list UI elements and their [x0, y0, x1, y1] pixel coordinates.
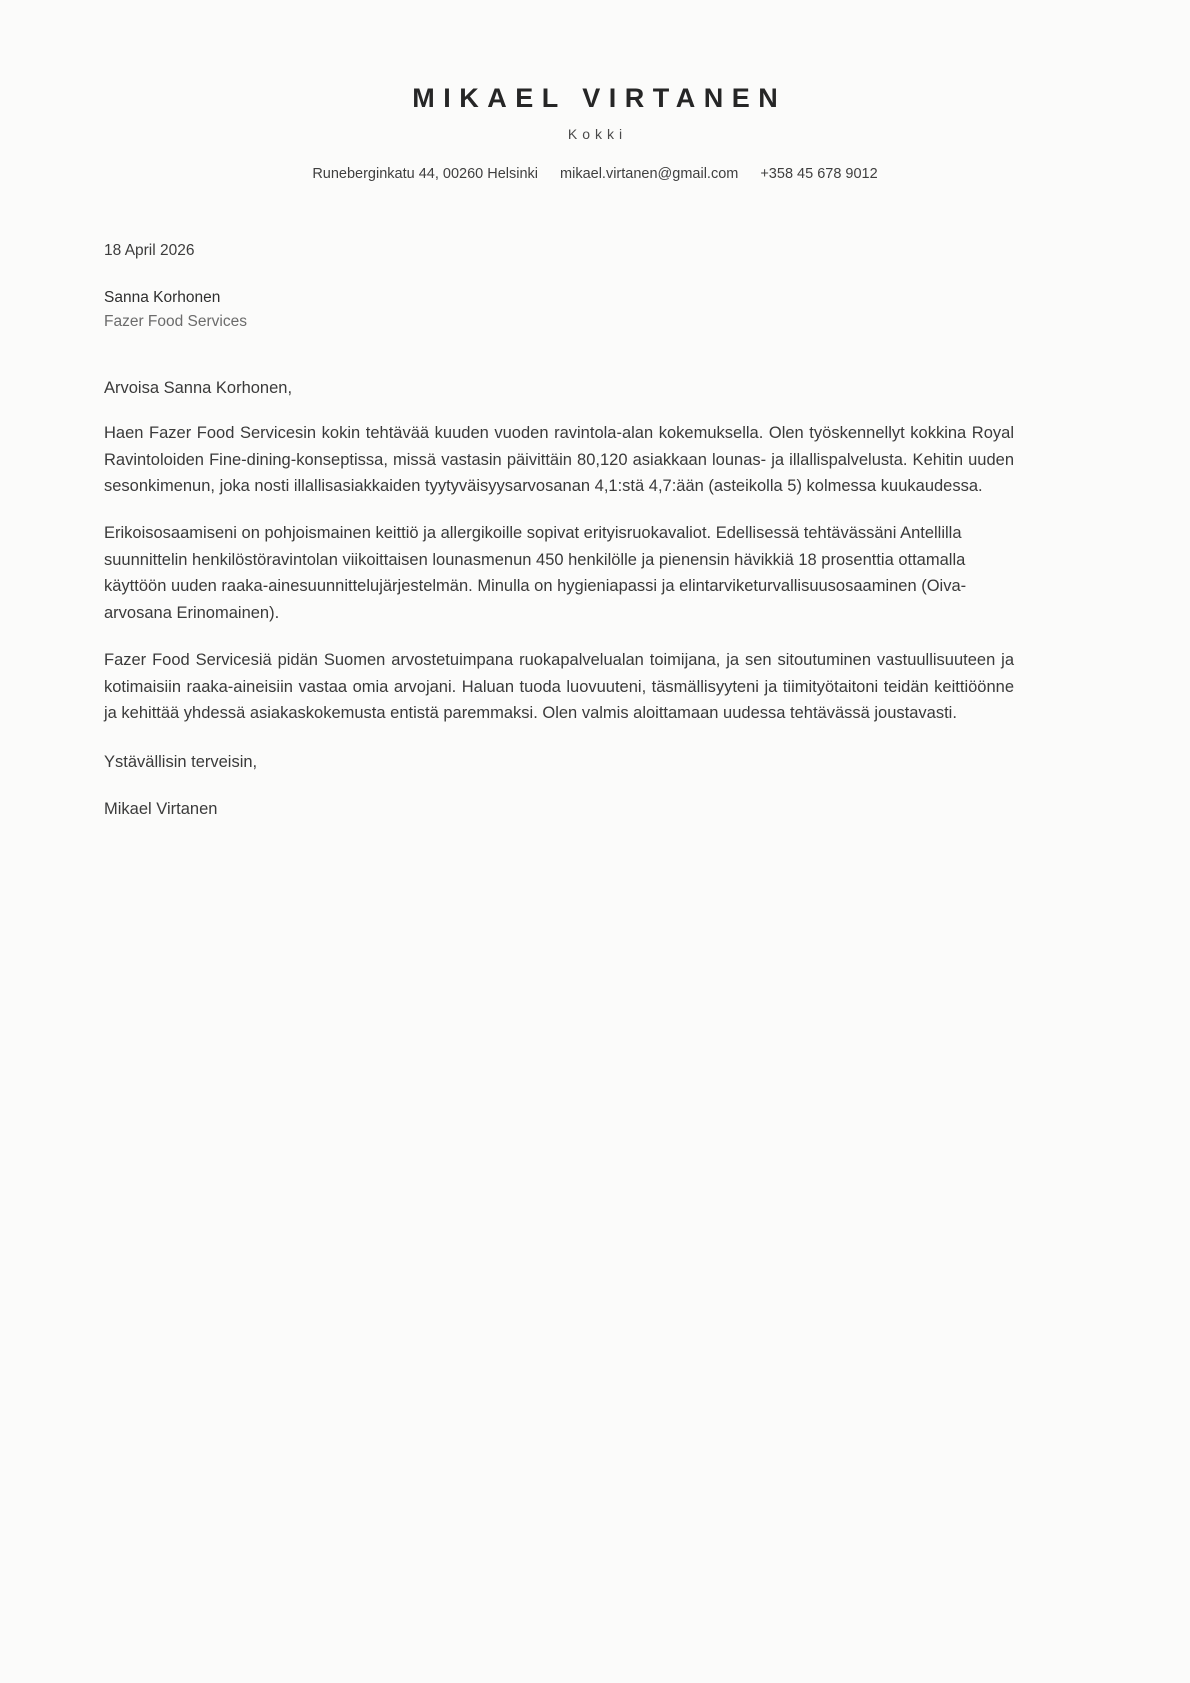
- recipient-company: Fazer Food Services: [104, 312, 247, 330]
- contact-phone[interactable]: +358 45 678 9012: [760, 166, 878, 183]
- recipient-name: Sanna Korhonen: [104, 289, 221, 307]
- recipient-block: [104, 286, 1014, 333]
- salutation: Arvoisa Sanna Korhonen,: [104, 378, 293, 397]
- contact-address: Runeberginkatu 44, 00260 Helsinki: [312, 166, 539, 183]
- body-paragraph-1: Haen Fazer Food Servicesin kokin tehtävää kuuden vuoden ravintola-alan kokemuksella. Olen työskennellyt kokkina Royal Ravintoloiden Fine-dining-konseptissa, missä vastasin päivittäin 80,120 asiakkaan lounas- ja illallispalvelusta. Kehitin uuden sesonkimenun, joka nosti illallisasiakkaiden tyytyväisyysarvosanan 4,1:stä 4,7:ään (asteikolla 5) kolmessa kuukaudessa.: [104, 423, 1014, 496]
- contact-line: [0, 166, 1190, 182]
- letter-body: [0, 182, 1190, 819]
- signature-name: Mikael Virtanen: [104, 800, 218, 819]
- contact-email[interactable]: mikael.virtanen@gmail.com: [560, 166, 739, 183]
- body-paragraph-3: Fazer Food Servicesiä pidän Suomen arvostetuimpana ruokapalvelualan toimijana, ja sen sitoutuminen vastuullisuuteen ja kotimaisiin raaka-aineisiin vastaa omia arvojani. Haluan tuoda luovuuteni, täsmällisyyteni ja tiimityötaitoni teidän keittiöönne ja kehittää yhdessä asiakaskokemusta entistä paremmaksi. Olen valmis aloittamaan uudessa tehtävässä joustavasti.: [104, 650, 1014, 723]
- candidate-name: MIKAEL VIRTANEN: [412, 83, 787, 113]
- candidate-job-title: Kokki: [567, 126, 628, 143]
- letter-date: 18 April 2026: [104, 242, 195, 260]
- letter-header: [0, 0, 1190, 182]
- body-paragraph-2: Erikoisosaamiseni on pohjoismainen keittiö ja allergikoille sopivat erityisruokavaliot. Edellisessä tehtävässäni Antellilla suunnittelin henkilöstöravintolan viikoittaisen lounasmenun 450 henkilölle ja pienensin hävikkiä 18 prosenttia ottamalla käyttöön uuden raaka-ainesuunnittelujärjestelmän. Minulla on hygieniapassi ja elintarviketurvallisuusosaaminen (Oiva-arvosana Erinomainen).: [104, 524, 967, 623]
- closing-line: Ystävällisin terveisin,: [104, 753, 258, 772]
